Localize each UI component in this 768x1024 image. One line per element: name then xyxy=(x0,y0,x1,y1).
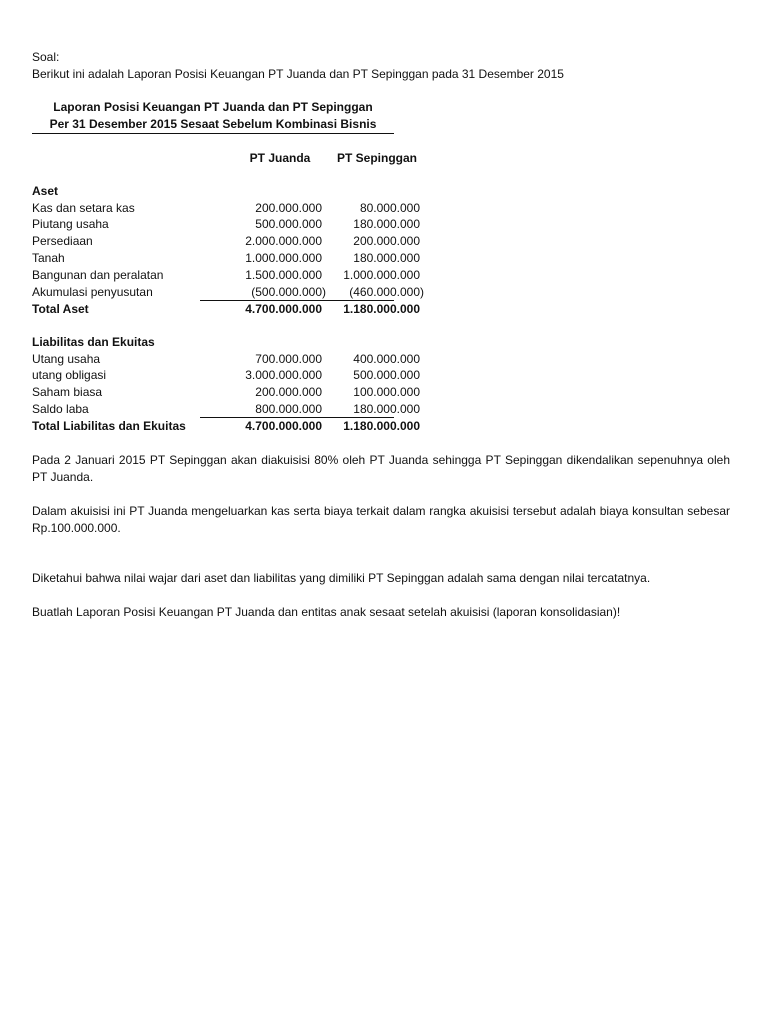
table-row xyxy=(32,351,420,368)
table-row xyxy=(32,384,420,401)
intro-label: Soal: xyxy=(32,50,60,64)
report-title-line2: Per 31 Desember 2015 Sesaat Sebelum Kombinasi Bisnis xyxy=(49,117,377,131)
paragraph-costs: Dalam akuisisi ini PT Juanda mengeluarkan kas serta biaya terkait dalam rangka akuisisi tersebut adalah biaya konsultan sebesar Rp.100.000.000. xyxy=(32,504,730,535)
row-label: Saldo laba xyxy=(32,402,89,416)
row-sepinggan-value: 200.000.000 xyxy=(353,234,420,248)
assets-heading xyxy=(32,183,394,200)
row-juanda-value: (500.000.000) xyxy=(251,285,326,299)
total-assets-label: Total Aset xyxy=(32,302,89,316)
table-row xyxy=(32,267,420,284)
row-sepinggan-value: 180.000.000 xyxy=(353,251,420,265)
table-row xyxy=(32,216,420,233)
intro-text: Berikut ini adalah Laporan Posisi Keuangan PT Juanda dan PT Sepinggan pada 31 Desember 2015 xyxy=(32,67,564,81)
col-header-juanda: PT Juanda xyxy=(249,151,311,165)
table-row xyxy=(32,250,420,267)
row-sepinggan-value: 180.000.000 xyxy=(353,217,420,231)
row-sepinggan-value: 1.000.000.000 xyxy=(343,268,420,282)
row-label: Utang usaha xyxy=(32,352,101,366)
total-assets-sepinggan: 1.180.000.000 xyxy=(343,302,420,316)
row-label: utang obligasi xyxy=(32,368,107,382)
row-label: Akumulasi penyusutan xyxy=(32,285,153,299)
row-label: Tanah xyxy=(32,251,65,265)
row-label: Saham biasa xyxy=(32,385,103,399)
table-row xyxy=(32,233,420,250)
row-juanda-value: 1.500.000.000 xyxy=(245,268,322,282)
paragraph-acquisition: Pada 2 Januari 2015 PT Sepinggan akan diakuisisi 80% oleh PT Juanda sehingga PT Sepinggan dikendalikan sepenuhnya oleh PT Juanda. xyxy=(32,453,730,484)
table-row xyxy=(32,200,420,217)
total-liabilities-row xyxy=(32,418,420,435)
table-row xyxy=(32,401,420,418)
report-title-line1: Laporan Posisi Keuangan PT Juanda dan PT Sepinggan xyxy=(53,100,373,114)
row-juanda-value: 2.000.000.000 xyxy=(245,234,322,248)
total-assets-juanda: 4.700.000.000 xyxy=(245,302,322,316)
row-juanda-value: 800.000.000 xyxy=(255,402,322,416)
row-sepinggan-value: 500.000.000 xyxy=(353,368,420,382)
liabilities-heading-label: Liabilitas dan Ekuitas xyxy=(32,335,155,349)
row-juanda-value: 200.000.000 xyxy=(255,201,322,215)
assets-heading-label: Aset xyxy=(32,184,59,198)
col-header-sepinggan: PT Sepinggan xyxy=(336,151,417,165)
row-label: Bangunan dan peralatan xyxy=(32,268,164,282)
liabilities-heading xyxy=(32,334,394,351)
row-juanda-value: 3.000.000.000 xyxy=(245,368,322,382)
total-liabilities-juanda: 4.700.000.000 xyxy=(245,419,322,433)
total-liabilities-label: Total Liabilitas dan Ekuitas xyxy=(32,419,186,433)
table-row xyxy=(32,367,420,384)
row-juanda-value: 500.000.000 xyxy=(255,217,322,231)
row-sepinggan-value: 100.000.000 xyxy=(353,385,420,399)
row-juanda-value: 700.000.000 xyxy=(255,352,322,366)
paragraph-instruction: Buatlah Laporan Posisi Keuangan PT Juanda dan entitas anak sesaat setelah akuisisi (laporan konsolidasian)! xyxy=(32,605,621,619)
row-label: Kas dan setara kas xyxy=(32,201,135,215)
total-assets-row xyxy=(32,301,420,318)
row-sepinggan-value: 80.000.000 xyxy=(359,201,420,215)
total-liabilities-sepinggan: 1.180.000.000 xyxy=(343,419,420,433)
row-label: Persediaan xyxy=(32,234,93,248)
row-label: Piutang usaha xyxy=(32,217,109,231)
column-header-row xyxy=(32,150,417,167)
row-juanda-value: 200.000.000 xyxy=(255,385,322,399)
table-row xyxy=(32,284,424,301)
row-sepinggan-value: 180.000.000 xyxy=(353,402,420,416)
row-sepinggan-value: (460.000.000) xyxy=(349,285,424,299)
row-juanda-value: 1.000.000.000 xyxy=(245,251,322,265)
title-underline xyxy=(32,133,394,134)
paragraph-fair-value: Diketahui bahwa nilai wajar dari aset dan liabilitas yang dimiliki PT Sepinggan adalah sama dengan nilai tercatatnya. xyxy=(32,571,651,585)
row-sepinggan-value: 400.000.000 xyxy=(353,352,420,366)
